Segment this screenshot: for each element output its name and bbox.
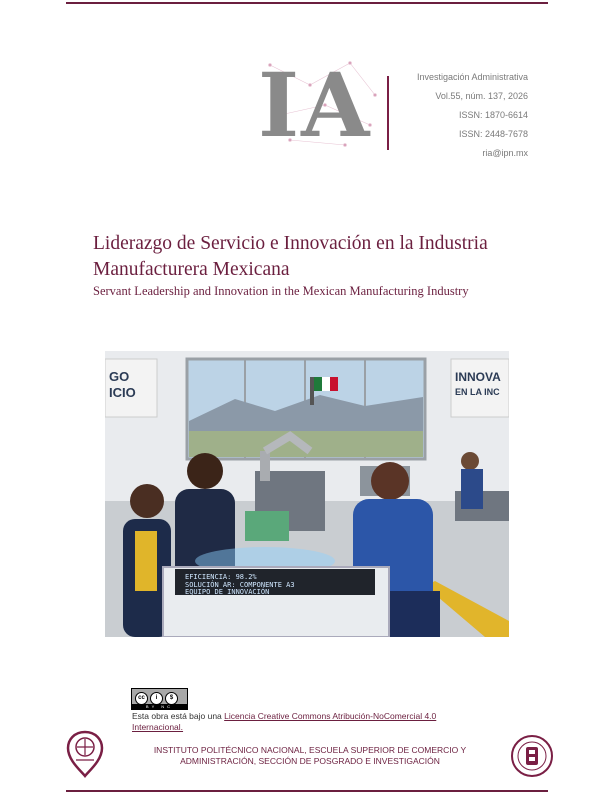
cc-badge-label: BY NC <box>131 704 188 710</box>
article-title-spanish: Liderazgo de Servicio e Innovación en la Industria Manufacturera Mexicana <box>93 233 488 280</box>
cc-by-icon: i <box>150 692 163 705</box>
esca-shield-icon <box>66 730 104 778</box>
article-title-english: Servant Leadership and Innovation in the Mexican Manufacturing Industry <box>93 284 469 298</box>
cover-photo <box>105 351 509 637</box>
contact-email[interactable]: ria@ipn.mx <box>482 148 528 158</box>
logo-divider <box>387 76 389 150</box>
logo-letters: IA <box>258 53 372 157</box>
sign-left-line1: GO <box>109 369 130 384</box>
institution-name <box>130 745 490 767</box>
journal-logo <box>250 55 400 155</box>
volume-issue: Vol.55, núm. 137, 2026 <box>435 91 528 101</box>
screen-line1: EFICIENCIA: 98.2% <box>185 573 257 581</box>
institution-line2: ADMINISTRACIÓN, SECCIÓN DE POSGRADO E INVESTIGACIÓN <box>180 756 440 766</box>
license-notice <box>132 711 472 733</box>
bottom-rule <box>66 790 548 792</box>
screen-line3: EQUIPO DE INNOVACIÓN <box>185 588 270 596</box>
sign-right-line2: EN LA INC <box>455 387 500 397</box>
top-rule <box>66 2 548 4</box>
cc-icon: cc <box>135 692 148 705</box>
sign-left-line2: ICIO <box>109 385 136 400</box>
sign-right-line1: INNOVA <box>455 370 501 384</box>
journal-metadata <box>417 70 528 165</box>
issn-print: ISSN: 1870-6614 <box>458 110 528 120</box>
license-prefix: Esta obra está bajo una <box>132 711 225 721</box>
issn-online: ISSN: 2448-7678 <box>458 129 528 139</box>
ipn-seal-icon <box>510 734 554 778</box>
journal-name: Investigación Administrativa <box>416 72 528 82</box>
screen-line2: SOLUCIÓN AR: COMPONENTE A3 <box>185 581 295 589</box>
institution-line1: INSTITUTO POLITÉCNICO NACIONAL, ESCUELA SUPERIOR DE COMERCIO Y <box>153 745 467 755</box>
cc-nc-icon: $ <box>165 692 178 705</box>
license-link[interactable]: Licencia Creative Commons Atribución-NoComercial 4.0 Internacional. <box>132 711 437 732</box>
